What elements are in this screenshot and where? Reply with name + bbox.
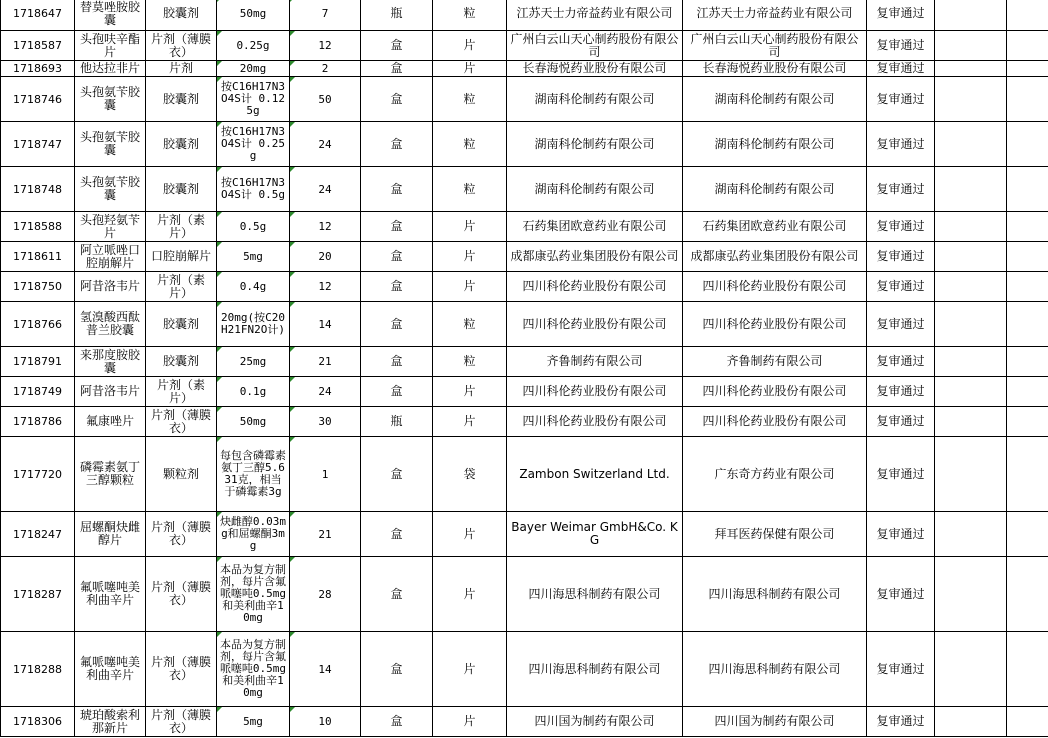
cell-qty: 2 [290,61,361,77]
cell-id: 1718791 [1,347,75,377]
cell-name: 氟哌噻吨美利曲辛片 [75,557,146,632]
cell-form: 片剂（薄膜衣） [146,407,217,437]
cell-pack: 盒 [361,707,433,737]
cell-qty: 14 [290,302,361,347]
cell-id: 1718287 [1,557,75,632]
table-row [1,272,1048,302]
cell-id: 1717720 [1,437,75,512]
cell-manufacturer: 拜耳医药保健有限公司 [683,512,867,557]
cell-unit: 片 [433,61,507,77]
cell-id: 1718288 [1,632,75,707]
cell-name: 替莫唑胺胶囊 [75,0,146,31]
cell-name: 屈螺酮炔雌醇片 [75,512,146,557]
cell-unit: 粒 [433,77,507,122]
cell-pack: 盒 [361,347,433,377]
cell-empty [1007,167,1048,212]
cell-status: 复审通过 [867,302,935,347]
cell-pack: 盒 [361,77,433,122]
cell-empty [1007,31,1048,61]
cell-empty [1007,512,1048,557]
table-row [1,212,1048,242]
cell-unit: 袋 [433,437,507,512]
cell-name: 来那度胺胶囊 [75,347,146,377]
table-row [1,632,1048,707]
cell-id: 1718588 [1,212,75,242]
cell-qty: 21 [290,512,361,557]
cell-form: 片剂（薄膜衣） [146,557,217,632]
cell-applicant: 四川科伦药业股份有限公司 [507,377,683,407]
cell-empty [935,347,1007,377]
cell-manufacturer: 四川科伦药业股份有限公司 [683,272,867,302]
cell-manufacturer: 湖南科伦制药有限公司 [683,167,867,212]
cell-id: 1718647 [1,0,75,31]
cell-qty: 28 [290,557,361,632]
cell-unit: 片 [433,512,507,557]
cell-id: 1718746 [1,77,75,122]
cell-form: 胶囊剂 [146,347,217,377]
cell-empty [935,272,1007,302]
cell-empty [1007,377,1048,407]
cell-status: 复审通过 [867,407,935,437]
cell-status: 复审通过 [867,707,935,737]
cell-manufacturer: 四川科伦药业股份有限公司 [683,302,867,347]
cell-name: 头孢氨苄胶囊 [75,122,146,167]
cell-status: 复审通过 [867,347,935,377]
cell-form: 片剂（薄膜衣） [146,31,217,61]
cell-status: 复审通过 [867,212,935,242]
cell-qty: 12 [290,212,361,242]
cell-strength: 0.5g [217,212,290,242]
cell-manufacturer: 石药集团欧意药业有限公司 [683,212,867,242]
cell-form: 片剂（素片） [146,272,217,302]
cell-status: 复审通过 [867,512,935,557]
cell-status: 复审通过 [867,272,935,302]
cell-strength: 5mg [217,707,290,737]
cell-strength: 0.4g [217,272,290,302]
cell-name: 氟康唑片 [75,407,146,437]
cell-unit: 片 [433,707,507,737]
table-body [1,0,1048,737]
table-row [1,302,1048,347]
cell-form: 颗粒剂 [146,437,217,512]
cell-qty: 10 [290,707,361,737]
cell-form: 胶囊剂 [146,77,217,122]
cell-id: 1718766 [1,302,75,347]
cell-pack: 瓶 [361,407,433,437]
cell-empty [1007,77,1048,122]
cell-pack: 瓶 [361,0,433,31]
cell-empty [935,212,1007,242]
cell-empty [1007,122,1048,167]
cell-applicant: 齐鲁制药有限公司 [507,347,683,377]
cell-qty: 12 [290,272,361,302]
table-row [1,31,1048,61]
cell-strength: 20mg [217,61,290,77]
cell-form: 片剂（素片） [146,377,217,407]
cell-form: 片剂（薄膜衣） [146,512,217,557]
cell-empty [1007,557,1048,632]
cell-name: 氢溴酸西酞普兰胶囊 [75,302,146,347]
cell-id: 1718587 [1,31,75,61]
cell-status: 复审通过 [867,632,935,707]
table-row [1,77,1048,122]
cell-pack: 盒 [361,437,433,512]
cell-empty [935,407,1007,437]
cell-strength: 每包含磷霉素氨丁三醇5.631克，相当于磷霉素3g [217,437,290,512]
cell-status: 复审通过 [867,557,935,632]
cell-unit: 片 [433,272,507,302]
cell-empty [935,512,1007,557]
cell-pack: 盒 [361,167,433,212]
cell-pack: 盒 [361,632,433,707]
cell-pack: 盒 [361,212,433,242]
cell-strength: 本品为复方制剂，每片含氟哌噻吨0.5mg和美利曲辛10mg [217,557,290,632]
cell-strength: 25mg [217,347,290,377]
cell-unit: 粒 [433,347,507,377]
cell-manufacturer: 四川海思科制药有限公司 [683,632,867,707]
cell-qty: 14 [290,632,361,707]
cell-status: 复审通过 [867,77,935,122]
table-row [1,0,1048,31]
cell-name: 琥珀酸索利那新片 [75,707,146,737]
cell-name: 头孢呋辛酯片 [75,31,146,61]
cell-name: 阿昔洛韦片 [75,272,146,302]
cell-manufacturer: 齐鲁制药有限公司 [683,347,867,377]
cell-manufacturer: 四川科伦药业股份有限公司 [683,377,867,407]
cell-strength: 按C16H17N3O4S计 0.5g [217,167,290,212]
cell-name: 头孢氨苄胶囊 [75,77,146,122]
cell-empty [1007,242,1048,272]
cell-empty [935,632,1007,707]
cell-unit: 粒 [433,302,507,347]
cell-strength: 按C16H17N3O4S计 0.125g [217,77,290,122]
table-row [1,61,1048,77]
table-row [1,512,1048,557]
cell-applicant: 广州白云山天心制药股份有限公司 [507,31,683,61]
table-row [1,437,1048,512]
cell-unit: 粒 [433,122,507,167]
cell-qty: 24 [290,167,361,212]
cell-applicant: 四川海思科制药有限公司 [507,557,683,632]
cell-strength: 50mg [217,407,290,437]
cell-name: 氟哌噻吨美利曲辛片 [75,632,146,707]
cell-strength: 20mg(按C20H21FN2O计) [217,302,290,347]
cell-name: 磷霉素氨丁三醇颗粒 [75,437,146,512]
cell-unit: 片 [433,632,507,707]
cell-manufacturer: 四川国为制药有限公司 [683,707,867,737]
cell-pack: 盒 [361,272,433,302]
cell-pack: 盒 [361,377,433,407]
cell-pack: 盒 [361,61,433,77]
cell-manufacturer: 湖南科伦制药有限公司 [683,122,867,167]
cell-name: 头孢羟氨苄片 [75,212,146,242]
cell-id: 1718693 [1,61,75,77]
table-row [1,122,1048,167]
cell-qty: 7 [290,0,361,31]
cell-applicant: 四川海思科制药有限公司 [507,632,683,707]
table-row [1,347,1048,377]
table-row [1,707,1048,737]
cell-manufacturer: 四川科伦药业股份有限公司 [683,407,867,437]
cell-empty [935,242,1007,272]
cell-status: 复审通过 [867,377,935,407]
cell-id: 1718247 [1,512,75,557]
cell-form: 片剂（素片） [146,212,217,242]
cell-form: 胶囊剂 [146,122,217,167]
cell-unit: 粒 [433,0,507,31]
cell-empty [935,557,1007,632]
cell-name: 阿昔洛韦片 [75,377,146,407]
cell-empty [1007,347,1048,377]
cell-applicant: 湖南科伦制药有限公司 [507,167,683,212]
table-row [1,407,1048,437]
cell-empty [1007,707,1048,737]
cell-manufacturer: 四川海思科制药有限公司 [683,557,867,632]
cell-form: 片剂 [146,61,217,77]
cell-empty [935,377,1007,407]
cell-unit: 片 [433,557,507,632]
cell-applicant: 江苏天士力帝益药业有限公司 [507,0,683,31]
cell-empty [1007,0,1048,31]
cell-form: 片剂（薄膜衣） [146,632,217,707]
cell-empty [935,302,1007,347]
cell-empty [935,122,1007,167]
cell-strength: 0.1g [217,377,290,407]
cell-status: 复审通过 [867,61,935,77]
cell-strength: 本品为复方制剂，每片含氟哌噻吨0.5mg和美利曲辛10mg [217,632,290,707]
cell-empty [1007,437,1048,512]
cell-name: 头孢氨苄胶囊 [75,167,146,212]
cell-applicant: 四川科伦药业股份有限公司 [507,302,683,347]
cell-applicant: Bayer Weimar GmbH&Co. KG [507,512,683,557]
cell-strength: 炔雌醇0.03mg和屈螺酮3mg [217,512,290,557]
cell-status: 复审通过 [867,167,935,212]
cell-unit: 片 [433,242,507,272]
cell-form: 胶囊剂 [146,0,217,31]
cell-manufacturer: 江苏天士力帝益药业有限公司 [683,0,867,31]
cell-applicant: Zambon Switzerland Ltd. [507,437,683,512]
cell-applicant: 石药集团欧意药业有限公司 [507,212,683,242]
cell-pack: 盒 [361,122,433,167]
cell-status: 复审通过 [867,437,935,512]
cell-form: 口腔崩解片 [146,242,217,272]
cell-qty: 30 [290,407,361,437]
cell-id: 1718747 [1,122,75,167]
cell-id: 1718749 [1,377,75,407]
cell-form: 胶囊剂 [146,302,217,347]
cell-unit: 粒 [433,167,507,212]
cell-applicant: 长春海悦药业股份有限公司 [507,61,683,77]
cell-empty [1007,272,1048,302]
cell-status: 复审通过 [867,0,935,31]
cell-qty: 50 [290,77,361,122]
cell-manufacturer: 长春海悦药业股份有限公司 [683,61,867,77]
cell-empty [935,77,1007,122]
cell-qty: 20 [290,242,361,272]
cell-applicant: 四川科伦药业股份有限公司 [507,272,683,302]
cell-qty: 1 [290,437,361,512]
cell-name: 他达拉非片 [75,61,146,77]
cell-pack: 盒 [361,512,433,557]
table-row [1,557,1048,632]
cell-unit: 片 [433,407,507,437]
cell-unit: 片 [433,212,507,242]
cell-id: 1718611 [1,242,75,272]
cell-id: 1718786 [1,407,75,437]
cell-manufacturer: 广东奇方药业有限公司 [683,437,867,512]
cell-applicant: 四川国为制药有限公司 [507,707,683,737]
cell-strength: 50mg [217,0,290,31]
cell-pack: 盒 [361,242,433,272]
cell-empty [935,31,1007,61]
table-row [1,167,1048,212]
cell-manufacturer: 广州白云山天心制药股份有限公司 [683,31,867,61]
cell-form: 胶囊剂 [146,167,217,212]
cell-qty: 24 [290,122,361,167]
cell-applicant: 四川科伦药业股份有限公司 [507,407,683,437]
cell-name: 阿立哌唑口腔崩解片 [75,242,146,272]
cell-empty [1007,212,1048,242]
cell-unit: 片 [433,377,507,407]
cell-manufacturer: 湖南科伦制药有限公司 [683,77,867,122]
cell-applicant: 成都康弘药业集团股份有限公司 [507,242,683,272]
cell-empty [935,61,1007,77]
cell-form: 片剂（薄膜衣） [146,707,217,737]
cell-id: 1718748 [1,167,75,212]
cell-id: 1718306 [1,707,75,737]
cell-pack: 盒 [361,302,433,347]
cell-empty [935,707,1007,737]
cell-empty [935,437,1007,512]
cell-empty [935,167,1007,212]
cell-empty [1007,61,1048,77]
cell-empty [1007,302,1048,347]
table-row [1,242,1048,272]
cell-applicant: 湖南科伦制药有限公司 [507,122,683,167]
cell-empty [935,0,1007,31]
cell-id: 1718750 [1,272,75,302]
cell-pack: 盒 [361,557,433,632]
cell-status: 复审通过 [867,242,935,272]
cell-strength: 5mg [217,242,290,272]
cell-unit: 片 [433,31,507,61]
cell-qty: 12 [290,31,361,61]
cell-status: 复审通过 [867,31,935,61]
cell-empty [1007,407,1048,437]
table-row [1,377,1048,407]
cell-status: 复审通过 [867,122,935,167]
cell-manufacturer: 成都康弘药业集团股份有限公司 [683,242,867,272]
cell-strength: 0.25g [217,31,290,61]
cell-empty [1007,632,1048,707]
cell-strength: 按C16H17N3O4S计 0.25g [217,122,290,167]
cell-qty: 24 [290,377,361,407]
cell-applicant: 湖南科伦制药有限公司 [507,77,683,122]
cell-qty: 21 [290,347,361,377]
cell-pack: 盒 [361,31,433,61]
